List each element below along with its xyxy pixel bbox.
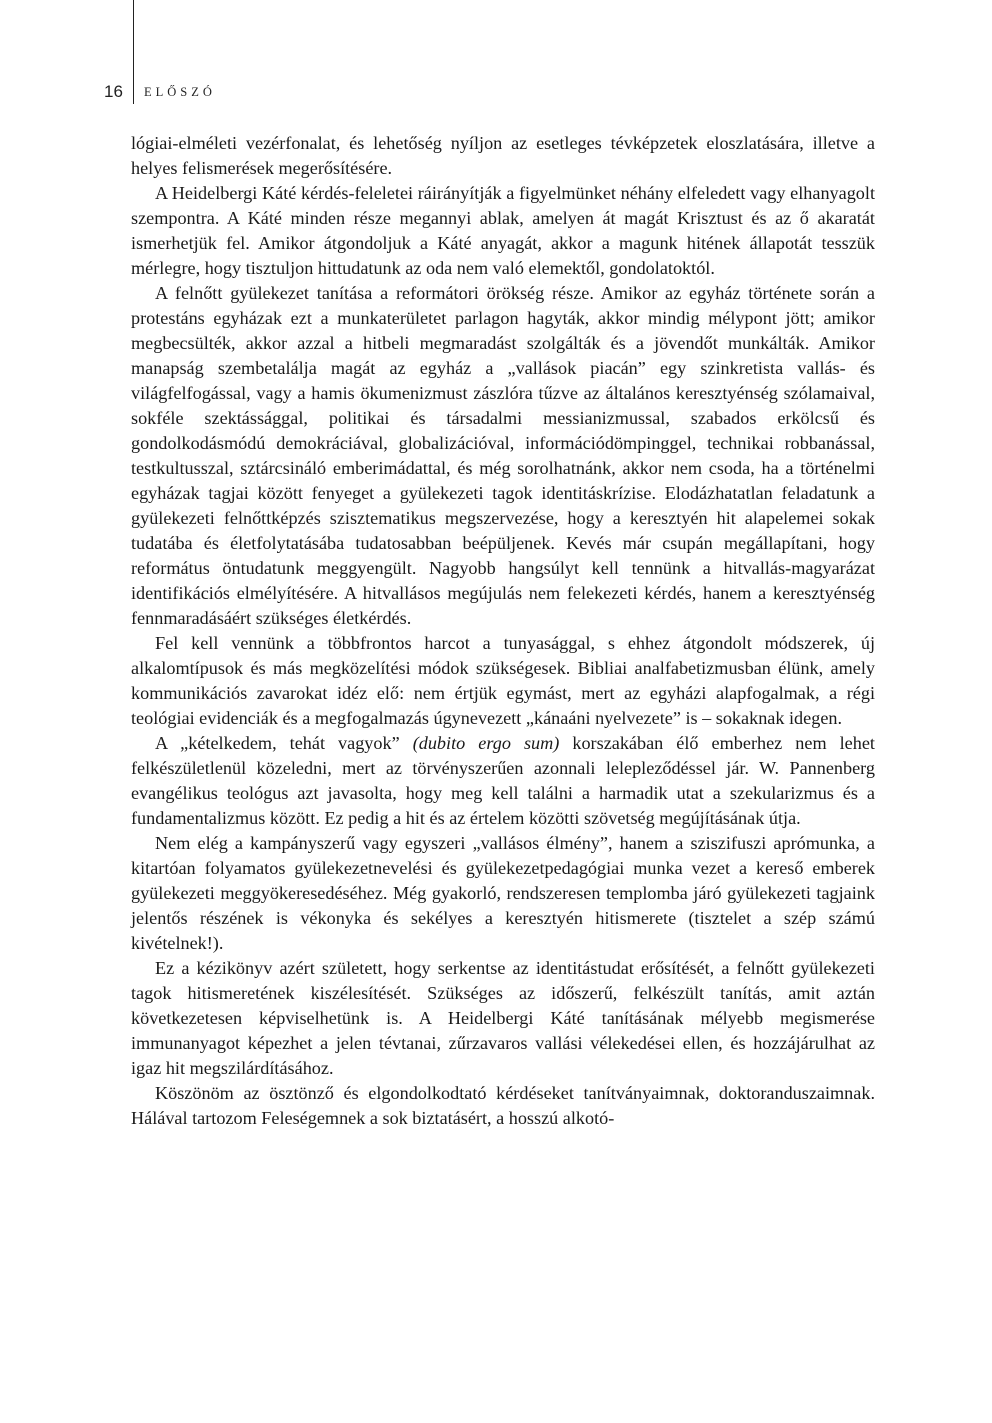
paragraph: A felnőtt gyülekezet tanítása a reformátori örökség része. Amikor az egyház története során a protestáns egyházak ezt a munkaterületet parlagon hagyták, akkor mindig mélypont jött; amikor megbecsülték, akkor azzal a hitbeli megmaradást szolgálták és a jövendőt munkálták. Amikor manapság szembetalálja magát az egyház a „vallások piacán” egy szinkretista vallás- és világfelfogással, vagy a hamis ökumenizmust zászlóra tűzve az általános keresztyénség szólamaival, sokféle szektássággal, politikai és társadalmi messianizmussal, szabados erkölcsű és gondolkodásmódú demokráciával, globalizációval, információdömpinggel, technikai robbanással, testkultusszal, sztárcsináló emberimádattal, és még sorolhatnánk, akkor nem csoda, ha a történelmi egyházak tagjai között fenyeget a gyülekezeti tagok identitáskrízise. Elodázhatatlan feladatunk a gyülekezeti felnőttképzés szisztematikus megszervezése, hogy a keresztyén hit alapelemei sokak tudatába és életfolytatásába tudatosabban beépüljenek. Kevés már csupán megállapítani, hogy református öntudatunk meggyengült. Nagyobb hangsúlyt kell tennünk a hitvallás-magyarázat identifikációs elmélyítésére. A hitvallásos megújulás nem felekezeti kérdés, hanem a keresztyénség fennmaradásáért szükséges életkérdés. (131, 283, 875, 628)
paragraph: Ez a kézikönyv azért született, hogy serkentse az identitástudat erősítését, a felnőtt gyülekezeti tagok hitismeretének kiszélesítését. Szükséges az időszerű, felkészült tanítás, amit aztán következetesen képviselhetünk is. A Heidelbergi Káté tanításának mélyebb megismerése immunanyagot képezhet a jelen tévtanai, zűrzavaros vallási vélekedései ellen, és hozzájárulhat az igaz hit megszilárdításához. (131, 958, 875, 1078)
paragraph: Köszönöm az ösztönző és elgondolkodtató kérdéseket tanítványaimnak, doktoranduszaimnak. Hálával tartozom Feleségemnek a sok biztatásért, a hosszú alkotó- (131, 1083, 875, 1128)
running-head: ELŐSZÓ (144, 85, 216, 99)
latin-phrase: (dubito ergo sum) (412, 733, 560, 753)
header-rule (133, 0, 134, 104)
paragraph: Fel kell vennünk a többfrontos harcot a tunyasággal, s ehhez átgondolt módszerek, új alkalomtípusok és más megközelítési módok szükségesek. Bibliai analfabetizmusban élünk, amely kommunikációs zavarokat idéz elő: nem értjük egymást, mert az egyházi alapfogalmak, a régi teológiai evidenciák és a megfogalmazás úgynevezett „kánaáni nyelvezete” is – sokaknak idegen. (131, 633, 875, 728)
paragraph: Nem elég a kampányszerű vagy egyszeri „vallásos élmény”, hanem a sziszifuszi aprómunka, a kitartóan folyamatos gyülekezetnevelési és gyülekezetpedagógiai munka vezet a kereső emberek gyülekezeti meggyökeresedéséhez. Még gyakorló, rendszeresen templomba járó gyülekezeti tagjaink jelentős részének is vékonyka és sekélyes a keresztyén hitismerete (tisztelet a szép számú kivételnek!). (131, 833, 875, 953)
paragraph-text: korszakában élő emberhez nem lehet felkészületlenül közeledni, mert az törvényszerűen azonnali lelepleződéssel jár. W. Pannenberg evangélikus teológus azt javasolta, hogy meg kell találni a harmadik utat a szekularizmus és a fundamentalizmus között. Ez pedig a hit és az értelem közötti szövetség megújításának útja. (131, 733, 875, 828)
body-text (131, 131, 875, 1131)
paragraph (131, 731, 875, 831)
page-number: 16 (104, 82, 123, 101)
paragraph: A Heidelbergi Káté kérdés-feleletei ráirányítják a figyelmünket néhány elfeledett vagy elhanyagolt szempontra. A Káté minden része megannyi ablak, amelyen át magát Krisztust és az ő akaratát ismerhetjük fel. Amikor átgondoljuk a Káté anyagát, akkor a magunk hitének állapotát tesszük mérlegre, hogy tisztuljon hittudatunk az oda nem való elemektől, gondolatoktól. (131, 183, 875, 278)
paragraph-continuation: lógiai-elméleti vezérfonalat, és lehetőség nyíljon az esetleges tévképzetek eloszlatására, illetve a helyes felismerések megerősítésére. (131, 133, 875, 178)
paragraph-text: A „kételkedem, tehát vagyok” (155, 733, 413, 753)
